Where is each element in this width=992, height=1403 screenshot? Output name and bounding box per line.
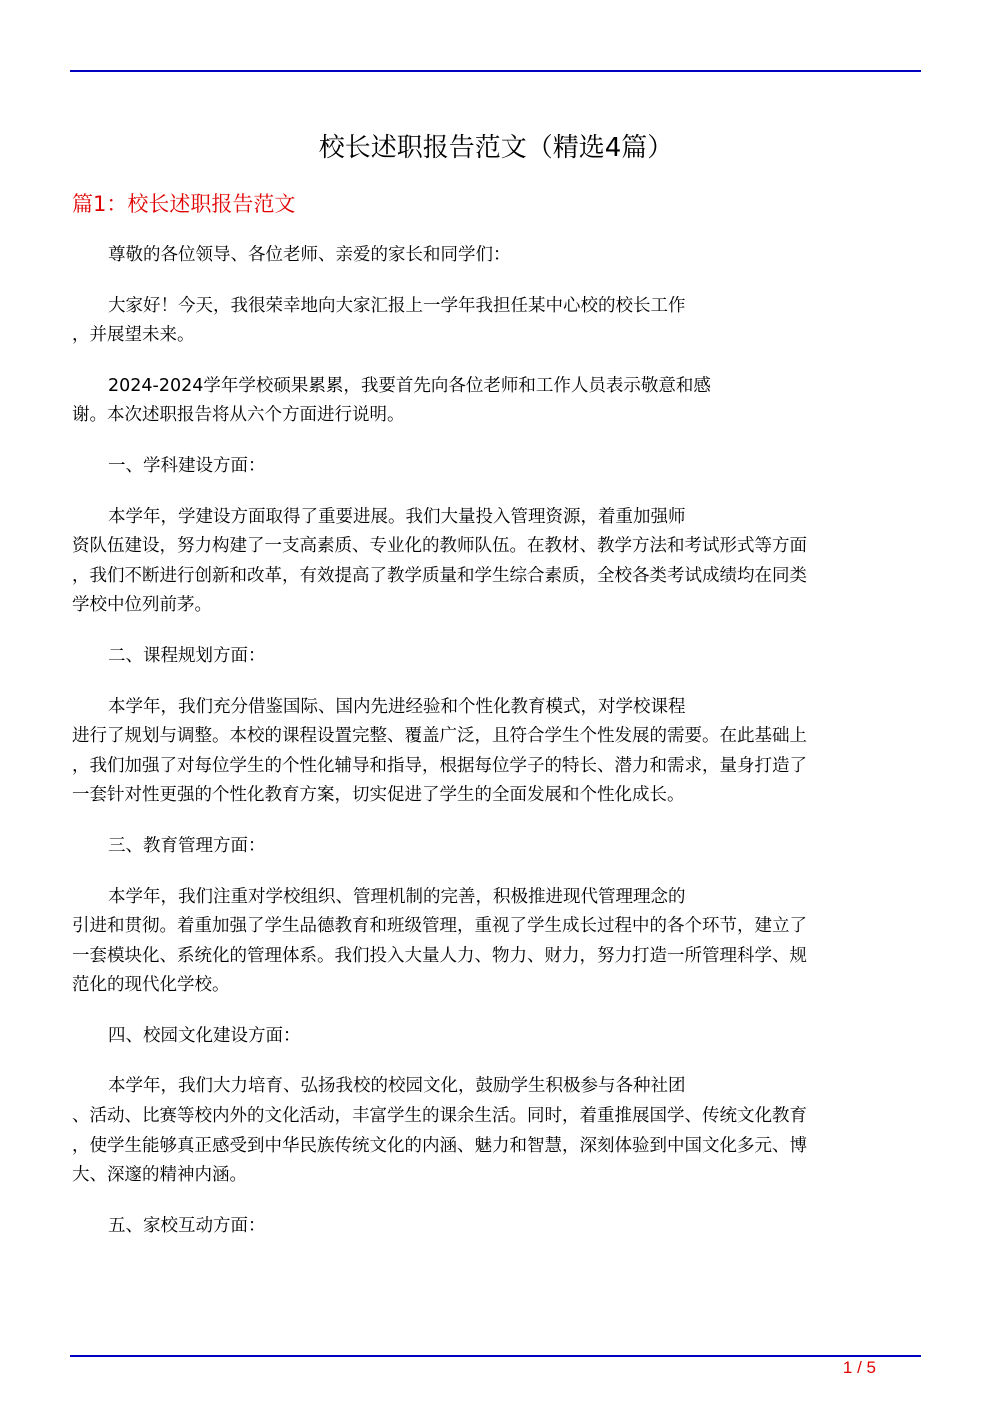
text-line: 二、课程规划方面： <box>108 645 266 666</box>
page-number: 1 / 5 <box>842 1358 876 1377</box>
text-line: ，我们不断进行创新和改革，有效提高了教学质量和学生综合素质，全校各类考试成绩均在同类 <box>72 565 807 586</box>
text-line: ，并展望未来。 <box>72 325 195 346</box>
text-line: 、活动、比赛等校内外的文化活动，丰富学生的课余生活。同时，着重推展国学、传统文化教育 <box>72 1106 807 1127</box>
text-line: 学校中位列前茅。 <box>72 595 212 616</box>
text-line: 大、深邃的精神内涵。 <box>72 1165 247 1186</box>
text-line: 谢。本次述职报告将从六个方面进行说明。 <box>72 405 405 426</box>
paragraph <box>72 693 922 811</box>
text-line: 本学年，我们充分借鉴国际、国内先进经验和个性化教育模式，对学校课程 <box>108 696 686 717</box>
text-line: ，我们加强了对每位学生的个性化辅导和指导，根据每位学子的特长、潜力和需求，量身打造了 <box>72 755 807 776</box>
text-line: 进行了规划与调整。本校的课程设置完整、覆盖广泛，且符合学生个性发展的需要。在此基础上 <box>72 726 807 747</box>
text-line: 本学年，我们大力培育、弘扬我校的校园文化，鼓励学生积极参与各种社团 <box>108 1076 686 1097</box>
text-line: 一套模块化、系统化的管理体系。我们投入大量人力、物力、财力，努力打造一所管理科学、规 <box>72 945 807 966</box>
document-title: 校长述职报告范文（精选4篇） <box>318 133 674 163</box>
paragraph <box>72 503 922 621</box>
text-line: 五、家校互动方面： <box>108 1215 266 1236</box>
text-line: 2024-2024学年学校硕果累累，我要首先向各位老师和工作人员表示敬意和感 <box>108 375 711 396</box>
paragraph <box>72 883 922 1001</box>
document-body <box>72 241 922 1262</box>
text-line: 四、校园文化建设方面： <box>108 1025 301 1046</box>
text-line: 本学年，学建设方面取得了重要进展。我们大量投入管理资源，着重加强师 <box>108 506 686 527</box>
paragraph <box>72 452 922 482</box>
text-line: 三、教育管理方面： <box>108 835 266 856</box>
paragraph <box>72 832 922 862</box>
paragraph <box>72 1212 922 1242</box>
text-line: 范化的现代化学校。 <box>72 975 230 996</box>
header-rule <box>70 70 921 72</box>
text-line: 资队伍建设，努力构建了一支高素质、专业化的教师队伍。在教材、教学方法和考试形式等方面 <box>72 536 807 557</box>
paragraph <box>72 1072 922 1190</box>
text-line: 一套针对性更强的个性化教育方案，切实促进了学生的全面发展和个性化成长。 <box>72 785 685 806</box>
text-line: 引进和贯彻。着重加强了学生品德教育和班级管理，重视了学生成长过程中的各个环节，建立了 <box>72 916 807 937</box>
text-line: ，使学生能够真正感受到中华民族传统文化的内涵、魅力和智慧，深刻体验到中国文化多元、博 <box>72 1135 807 1156</box>
text-line: 一、学科建设方面： <box>108 455 266 476</box>
paragraph <box>72 292 922 351</box>
text-line: 尊敬的各位领导、各位老师、亲爱的家长和同学们： <box>108 245 511 265</box>
section-heading: 篇1：校长述职报告范文 <box>72 192 296 216</box>
paragraph <box>72 642 922 672</box>
text-line: 大家好！今天，我很荣幸地向大家汇报上一学年我担任某中心校的校长工作 <box>108 295 686 316</box>
paragraph <box>72 372 922 431</box>
text-line: 本学年，我们注重对学校组织、管理机制的完善，积极推进现代管理理念的 <box>108 886 686 907</box>
paragraph <box>72 241 922 271</box>
paragraph <box>72 1022 922 1052</box>
